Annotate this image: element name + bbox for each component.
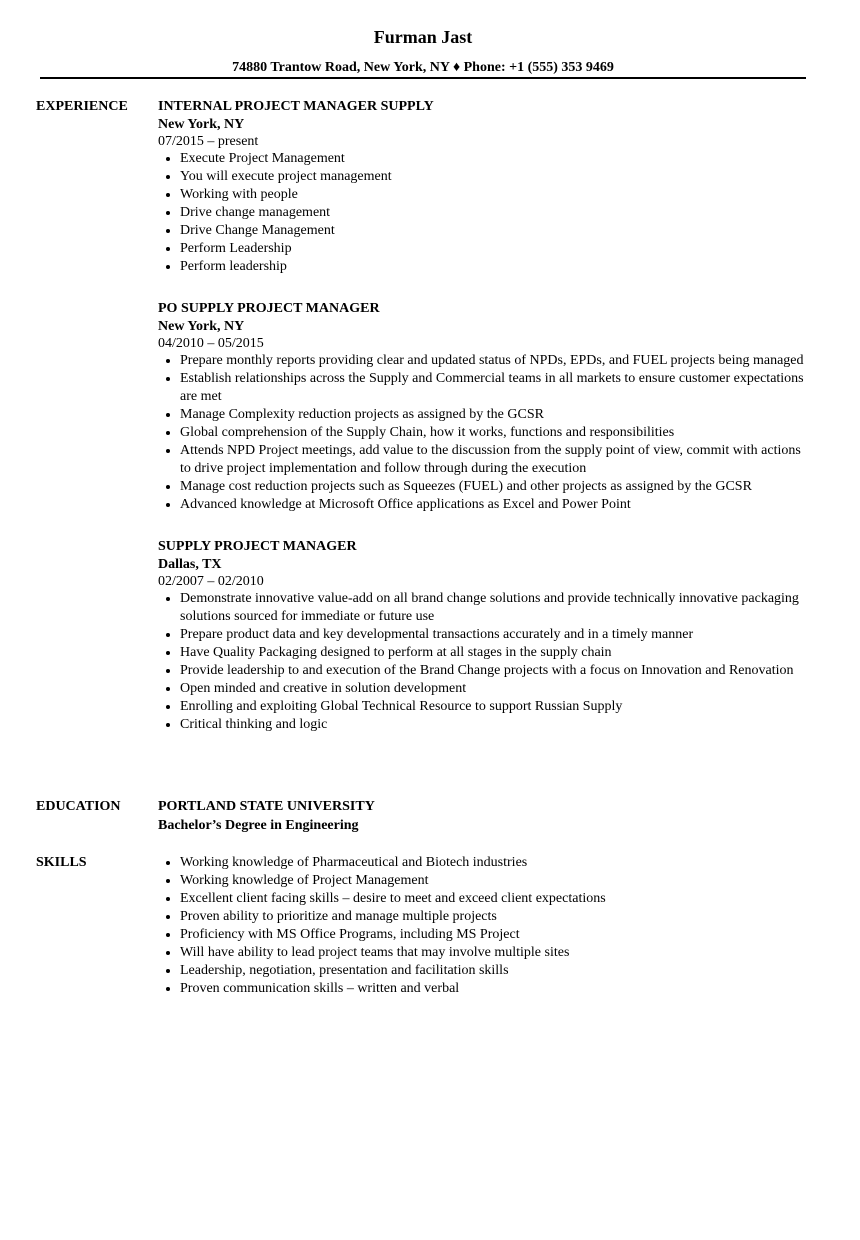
job-entry [158, 538, 808, 734]
job-bullet: • Global comprehension of the Supply Chain, how it works, functions and responsibilities [180, 424, 808, 442]
job-bullet: • You will execute project management [180, 168, 808, 186]
skill-item: • Leadership, negotiation, presentation and facilitation skills [180, 962, 808, 980]
skill-item: • Working knowledge of Pharmaceutical and Biotech industries [180, 854, 808, 872]
job-location: New York, NY [158, 117, 245, 132]
job-title: INTERNAL PROJECT MANAGER SUPPLY [158, 99, 434, 114]
job-dates: 04/2010 – 05/2015 [158, 336, 264, 351]
section-label-experience: EXPERIENCE [36, 99, 128, 114]
skill-item: • Excellent client facing skills – desire to meet and exceed client expectations [180, 890, 808, 908]
job-entry [158, 98, 808, 276]
job-bullet: • Drive change management [180, 204, 808, 222]
experience-list [158, 98, 808, 758]
job-bullet: • Critical thinking and logic [180, 716, 808, 734]
job-bullet: • Working with people [180, 186, 808, 204]
job-bullet: • Provide leadership to and execution of the Brand Change projects with a focus on Innovation and Renovation [180, 662, 808, 680]
job-bullet: • Manage Complexity reduction projects as assigned by the GCSR [180, 406, 808, 424]
job-location: Dallas, TX [158, 557, 222, 572]
job-bullet: • Perform leadership [180, 258, 808, 276]
skill-item: • Proficiency with MS Office Programs, including MS Project [180, 926, 808, 944]
contact-line: 74880 Trantow Road, New York, NY ♦ Phone: +1 (555) 353 9469 [232, 60, 614, 75]
skills-entry [158, 854, 808, 998]
job-bullet: • Open minded and creative in solution development [180, 680, 808, 698]
job-bullet: • Perform Leadership [180, 240, 808, 258]
skill-item: • Proven communication skills – written and verbal [180, 980, 808, 998]
job-location: New York, NY [158, 319, 245, 334]
job-bullet: • Prepare product data and key developmental transactions accurately and in a timely manner [180, 626, 808, 644]
job-bullets [158, 352, 808, 514]
job-bullet: • Enrolling and exploiting Global Technical Resource to support Russian Supply [180, 698, 808, 716]
job-bullet: • Execute Project Management [180, 150, 808, 168]
job-bullet: • Have Quality Packaging designed to perform at all stages in the supply chain [180, 644, 808, 662]
job-bullet: • Prepare monthly reports providing clear and updated status of NPDs, EPDs, and FUEL projects being managed [180, 352, 808, 370]
job-bullet: • Establish relationships across the Supply and Commercial teams in all markets to ensure customer expectations are met [180, 370, 808, 406]
section-label-education: EDUCATION [36, 799, 121, 814]
education-school: PORTLAND STATE UNIVERSITY [158, 799, 375, 814]
skill-item: • Proven ability to prioritize and manage multiple projects [180, 908, 808, 926]
job-title: SUPPLY PROJECT MANAGER [158, 539, 357, 554]
header-divider [40, 77, 806, 79]
job-bullet: • Advanced knowledge at Microsoft Office applications as Excel and Power Point [180, 496, 808, 514]
skill-item: • Working knowledge of Project Management [180, 872, 808, 890]
job-entry [158, 300, 808, 514]
job-bullets [158, 590, 808, 734]
education-entry [158, 798, 808, 836]
job-title: PO SUPPLY PROJECT MANAGER [158, 301, 380, 316]
job-dates: 02/2007 – 02/2010 [158, 574, 264, 589]
section-label-skills: SKILLS [36, 855, 87, 870]
skills-list [158, 854, 808, 998]
education-degree: Bachelor’s Degree in Engineering [158, 818, 359, 833]
job-dates: 07/2015 – present [158, 134, 259, 149]
job-bullets [158, 150, 808, 276]
skill-item: • Will have ability to lead project teams that may involve multiple sites [180, 944, 808, 962]
job-bullet: • Drive Change Management [180, 222, 808, 240]
job-bullet: • Attends NPD Project meetings, add value to the discussion from the supply point of view, commit with actions to drive project implementation and follow through during the execution [180, 442, 808, 478]
job-bullet: • Manage cost reduction projects such as Squeezes (FUEL) and other projects as assigned by the GCSR [180, 478, 808, 496]
candidate-name: Furman Jast [373, 27, 473, 47]
job-bullet: • Demonstrate innovative value-add on all brand change solutions and provide technically innovative packaging solutions sourced for immediate or future use [180, 590, 808, 626]
